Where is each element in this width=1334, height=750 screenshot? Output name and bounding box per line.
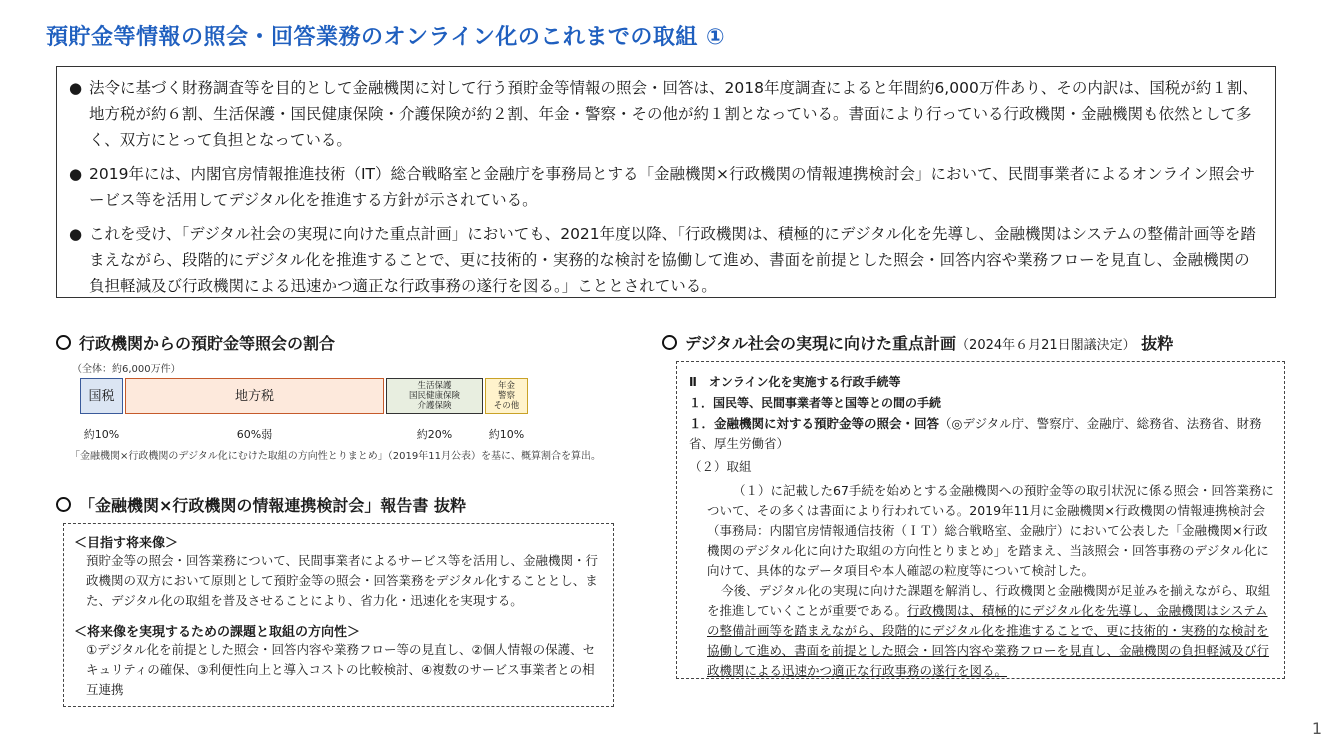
bullet-item bbox=[69, 161, 1263, 213]
plan-line-3: １．金融機関に対する預貯金等の照会・回答（◎デジタル庁、警察庁、金融庁、総務省、法務省、財務省、厚生労働省） bbox=[689, 416, 1262, 451]
bullet-item bbox=[69, 75, 1263, 153]
ratio-segment: 年金 警察 その他 bbox=[485, 378, 528, 414]
ratio-segment: 生活保護 国民健康保険 介護保険 bbox=[386, 378, 483, 414]
vision-text: 預貯金等の照会・回答業務について、民間事業者によるサービス等を活用し、金融機関・行政機関の双方において原則として預貯金等の照会・回答業務をデジタル化することとし、また、デジタル化の取組を普及させることにより、省力化・迅速化を実現する。 bbox=[86, 553, 599, 608]
report-section-heading: 「金融機関×行政機関の情報連携検討会」報告書 抜粋 bbox=[56, 493, 466, 516]
plan-line-2: １．国民等、民間事業者等と国等との間の手続 bbox=[689, 396, 942, 410]
issues-heading: ＜将来像を実現するための課題と取組の方向性＞ bbox=[74, 625, 361, 640]
ratio-percent-label: 約20% bbox=[416, 428, 453, 441]
bullet-item bbox=[69, 221, 1263, 299]
bullet-dot-icon: ● bbox=[69, 225, 83, 243]
bullet-text: 法令に基づく財務調査等を目的として金融機関に対して行う預貯金等情報の照会・回答は、2018年度調査によると年間約6,000万件あり、その内訳は、国税が約１割、地方税が約６割、生活保護・国民健康保険・介護保険が約２割、年金・警察・その他が約１割となっている。書面により行っている行政機関・金融機関も依然として多く、双方にとって負担となっている。 bbox=[89, 79, 1258, 149]
ratio-segment: 国税 bbox=[80, 378, 123, 414]
circle-icon bbox=[56, 497, 71, 512]
summary-box bbox=[56, 66, 1276, 298]
bullet-dot-icon: ● bbox=[69, 165, 83, 183]
ratio-percent-label: 約10% bbox=[488, 428, 525, 441]
report-excerpt-box bbox=[63, 523, 614, 707]
bullet-text: 2019年には、内閣官房情報推進技術（IT）総合戦略室と金融庁を事務局とする「金融機関×行政機関の情報連携検討会」において、民間事業者によるオンライン照会サービス等を活用してデジタル化を推進する方針が示されている。 bbox=[89, 165, 1256, 209]
circle-icon bbox=[56, 335, 71, 350]
plan-paragraph-2: 今後、デジタル化の実現に向けた課題を解消し、行政機関と金融機関が足並みを揃えながら、取組を推進していくことが重要である。行政機関は、積極的にデジタル化を先導し、金融機関はシステムの整備計画等を踏まえながら、段階的にデジタル化を推進することで、更に技術的・実務的な検討を協働して進め、書面を前提とした照会・回答内容や業務フローを見直し、金融機関の負担軽減及び行政機関による迅速かつ適正な行政事務の遂行を図る。 bbox=[707, 583, 1271, 678]
vision-heading: ＜目指す将来像＞ bbox=[74, 536, 179, 551]
source-note: 「金融機関×行政機関のデジタル化にむけた取組の方向性とりまとめ」（2019年11月公表）を基に、概算割合を算出。 bbox=[70, 451, 601, 462]
plan-line-1: Ⅱ オンライン化を実施する行政手続等 bbox=[689, 375, 901, 389]
ratio-segment: 地方税 bbox=[125, 378, 384, 414]
plan-line-4: （２）取組 bbox=[689, 459, 752, 474]
plan-paragraph-1: （１）に記載した67手続を始めとする金融機関への預貯金等の取引状況に係る照会・回答業務について、その多くは書面により行われている。2019年11月に金融機関×行政機関の情報連携検討会（事務局：内閣官房情報通信技術（ＩＴ）総合戦略室、金融庁）において公表した「金融機関×行政機関のデジタル化に向けた取組の方向性とりまとめ」を踏まえ、当該照会・回答事務のデジタル化に向けて、具体的なデータ項目や本人確認の粒度等について検討した。 bbox=[707, 483, 1274, 578]
bullet-text: これを受け、「デジタル社会の実現に向けた重点計画」においても、2021年度以降、「行政機関は、積極的にデジタル化を先導し、金融機関はシステムの整備計画等を踏まえながら、段階的にデジタル化を推進することで、更に技術的・実務的な検討を協働して進め、書面を前提とした照会・回答内容や業務フローを見直し、金融機関の負担軽減及び行政機関による迅速かつ適正な行政事務の遂行を図る。」こととされている。 bbox=[89, 225, 1256, 295]
ratio-percent-label: 60%弱 bbox=[236, 428, 273, 441]
total-note: （全体：約6,000万件） bbox=[72, 364, 181, 375]
ratio-section-heading: 行政機関からの預貯金等照会の割合 bbox=[56, 331, 335, 354]
page-number: 1 bbox=[1311, 719, 1322, 738]
underlined-text: 行政機関は、積極的にデジタル化を先導し、金融機関はシステムの整備計画等を踏まえながら、段階的にデジタル化を推進することで、更に技術的・実務的な検討を協働して進め、書面を前提とした照会・回答内容や業務フローを見直し、金融機関の負担軽減及び行政機関による迅速かつ適正な行政事務の遂行を図る。 bbox=[707, 603, 1270, 678]
page-title: 預貯金等情報の照会・回答業務のオンライン化のこれまでの取組 ① bbox=[46, 25, 726, 50]
circle-icon bbox=[662, 335, 677, 350]
issues-text: ①デジタル化を前提とした照会・回答内容や業務フロー等の見直し、②個人情報の保護、セキュリティの確保、③利便性向上と導入コストの比較検討、④複数のサービス事業者との相互連携 bbox=[86, 642, 596, 697]
plan-excerpt-box bbox=[676, 361, 1285, 679]
ratio-percent-label: 約10% bbox=[83, 428, 120, 441]
plan-section-heading: デジタル社会の実現に向けた重点計画（2024年６月21日閣議決定） 抜粋 bbox=[662, 331, 1173, 354]
bullet-dot-icon: ● bbox=[69, 79, 83, 97]
